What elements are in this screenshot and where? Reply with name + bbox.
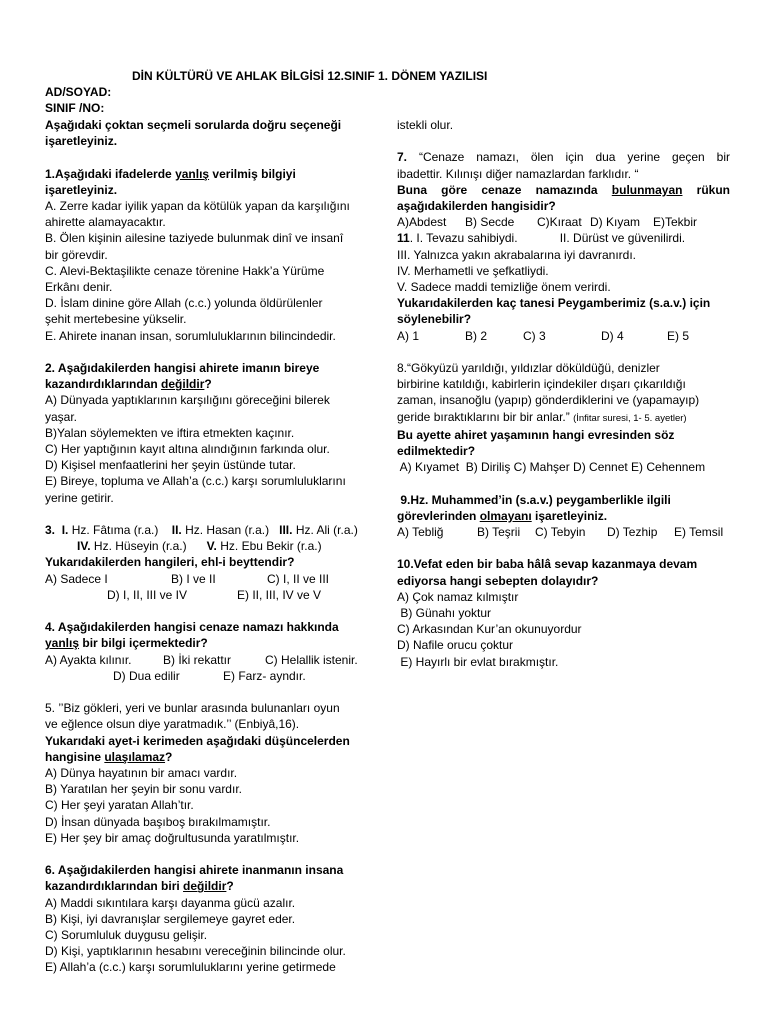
option-b-cont: bir görevdir. xyxy=(45,247,108,262)
question-stem: 6. Aşağıdakilerden hangisi ahirete inanmanın insana xyxy=(45,863,344,878)
option-d: D) Tezhip xyxy=(607,525,658,540)
q3-items-line1: 3. I. Hz. Fâtıma (r.a.) II. Hz. Hasan (r.a.) III. Hz. Ali (r.a.) xyxy=(45,523,358,538)
option-c: C) Arkasından Kur’an okunuyordur xyxy=(397,622,582,637)
option-b: B) Yaratılan her şeyin bir sonu vardır. xyxy=(45,782,242,797)
option-a: A) Dünya hayatının bir amacı vardır. xyxy=(45,766,238,781)
option-e: E) Her şey bir amaç doğrultusunda yaratılmıştır. xyxy=(45,830,300,845)
option-c: C) Her şeyi yaratan Allah’tır. xyxy=(45,798,194,813)
question-10 xyxy=(397,556,730,669)
question-5 xyxy=(45,700,370,846)
option-a-cont: yaşar. xyxy=(45,409,78,424)
option-b: B) Teşrii xyxy=(477,525,521,540)
question-stem-cont: yanlış bir bilgi içermektedir? xyxy=(45,636,208,651)
option-b: B) I ve II xyxy=(171,571,216,586)
question-quote-cont-2: birbirine katıldığı, kabirlerin içindekiler dışarı çıkarıldığı xyxy=(397,377,686,392)
question-quote: 8.“Gökyüzü yarıldığı, yıldızlar döküldüğü, denizler xyxy=(397,361,660,376)
option-d: D) I, II, III ve IV xyxy=(107,587,188,602)
option-a: A) Dünyada yaptıklarının karşılığını göreceğini bilerek xyxy=(45,393,330,408)
question-quote: 5. ’’Biz gökleri, yeri ve bunlar arasında bulunanları oyun xyxy=(45,701,340,716)
option-c: C. Alevi-Bektaşilikte cenaze törenine Hakk’a Yürüme xyxy=(45,263,325,278)
option-e: E) Farz- ayndır. xyxy=(223,668,306,683)
name-label: AD/SOYAD: xyxy=(45,85,112,99)
question-stem: 10.Vefat eden bir baba hâlâ sevap kazanmaya devam xyxy=(397,557,698,572)
question-4 xyxy=(45,619,370,684)
class-label: SINIF /NO: xyxy=(45,101,105,116)
question-stem: 9.Hz. Muhammed’in (s.a.v.) peygamberlikle ilgili xyxy=(397,492,671,507)
option-e-cont: istekli olur. xyxy=(397,118,454,132)
question-stem-cont: aşağıdakilerden hangisidir? xyxy=(397,199,556,213)
student-info xyxy=(45,84,111,116)
question-quote-cont: ibadettir. Kılınışı diğer namazlardan farklıdır. “ xyxy=(397,166,639,181)
option-d: D) Kişisel menfaatlerini her şeyin üstünde tutar. xyxy=(45,458,296,473)
question-2 xyxy=(45,360,370,506)
q3-items-line2: IV. Hz. Hüseyin (r.a.) V. Hz. Ebu Bekir (r.a.) xyxy=(77,539,322,554)
q11-items-line1: 11. I. Tevazu sahibiydi. II. Dürüst ve güvenilirdi. xyxy=(397,231,686,246)
q11-item-iii: III. Yalnızca yakın akrabalarına iyi davranırdı. xyxy=(397,247,637,262)
options-row-1 xyxy=(45,652,370,668)
option-c-cont: Erkânı denir. xyxy=(45,280,113,295)
option-a: A) Ayakta kılınır. xyxy=(45,652,132,667)
question-9 xyxy=(397,492,730,541)
question-11 xyxy=(397,230,730,343)
option-b: B) Kişi, iyi davranışlar sergilemeye gayret eder. xyxy=(45,911,296,926)
instruction: Aşağıdaki çoktan seçmeli sorularda doğru seçeneği işaretleyiniz. xyxy=(45,118,342,149)
question-quote-cont-4: geride bıraktıklarını bir bir anlar.” (İnfitar suresi, 1- 5. ayetler) xyxy=(397,409,687,424)
question-quote: 7. “Cenaze namazı, ölen için dua yerine geçen bir xyxy=(397,150,730,165)
option-d: D) Dua edilir xyxy=(113,668,180,683)
question-quote-cont-3: zaman, insanoğlu (yapıp) gönderdiklerini ve (yapamayıp) xyxy=(397,393,700,408)
question-8 xyxy=(397,360,730,475)
options-row-1 xyxy=(45,571,370,587)
option-d: D) Nafile orucu çoktur xyxy=(397,638,514,653)
options-row xyxy=(397,328,730,344)
option-a: A)Abdest xyxy=(397,215,447,230)
question-stem-cont: kazandırdıklarından değildir? xyxy=(45,377,212,392)
option-b: B) Secde xyxy=(465,215,515,230)
option-a: A) Maddi sıkıntılara karşı dayanma gücü azalır. xyxy=(45,895,296,910)
question-stem: 1.Aşağıdaki ifadelerde yanlış verilmiş bilgiyi işaretleyiniz. xyxy=(45,166,296,197)
option-c: C) Sorumluluk duygusu gelişir. xyxy=(45,928,208,943)
question-stem-cont: hangisine ulaşılamaz? xyxy=(45,749,173,764)
option-b: B) 2 xyxy=(465,328,488,343)
question-stem: 4. Aşağıdakilerden hangisi cenaze namazı hakkında xyxy=(45,620,339,635)
verse-reference: (İnfitar suresi, 1- 5. ayetler) xyxy=(573,412,687,424)
option-e: E) Bireye, topluma ve Allah’a (c.c.) karşı sorumluluklarını xyxy=(45,474,346,489)
option-e: E) 5 xyxy=(667,328,690,343)
option-a: A) 1 xyxy=(397,328,420,343)
option-e: E. Ahirete inanan insan, sorumluluklarının bilincindedir. xyxy=(45,328,336,343)
option-a: A) Tebliğ xyxy=(397,525,444,540)
option-c: C) 3 xyxy=(523,328,546,343)
question-stem: Yukarıdakilerden kaç tanesi Peygamberimiz (s.a.v.) için xyxy=(397,296,711,311)
option-b: B. Ölen kişinin ailesine taziyede bulunmak dinî ve insanî xyxy=(45,231,344,246)
option-a-cont: ahirette alamayacaktır. xyxy=(45,215,166,230)
question-stem: 2. Aşağıdakilerden hangisi ahirete imanın bireye xyxy=(45,361,320,376)
option-b: B) İki rekattır xyxy=(163,652,232,667)
option-a: A) Sadece I xyxy=(45,571,108,586)
option-e-cont: yerine getirir. xyxy=(45,490,114,505)
question-stem: Buna göre cenaze namazında bulunmayan rükun xyxy=(397,182,730,197)
question-stem-cont: kazandırdıklarından biri değildir? xyxy=(45,879,234,894)
q11-item-iv: IV. Merhametli ve şefkatliydi. xyxy=(397,263,549,278)
option-d: D) İnsan dünyada başıboş bırakılmamıştır. xyxy=(45,814,271,829)
options-row-2 xyxy=(45,668,370,684)
question-stem: Yukarıdaki ayet-i kerimeden aşağıdaki düşüncelerden xyxy=(45,733,350,748)
option-c: C) I, II ve III xyxy=(267,571,330,586)
option-d-cont: şehit mertebesine yükselir. xyxy=(45,312,187,327)
exam-title: DİN KÜLTÜRÜ VE AHLAK BİLGİSİ 12.SINIF 1. DÖNEM YAZILISI xyxy=(132,69,488,83)
option-c: C)Kıraat xyxy=(537,215,582,230)
option-a: A. Zerre kadar iyilik yapan da kötülük yapan da karşılığını xyxy=(45,199,350,213)
option-b: B)Yalan söylemekten ve iftira etmekten kaçınır. xyxy=(45,425,295,440)
option-e: E) II, III, IV ve V xyxy=(237,587,322,602)
option-e: E) Allah’a (c.c.) karşı sorumluluklarını yerine getirmede xyxy=(45,960,336,975)
right-column xyxy=(397,117,730,670)
question-6 xyxy=(45,862,370,975)
option-e: E) Temsil xyxy=(674,525,724,540)
left-column xyxy=(45,117,370,976)
question-quote-cont: ve eğlence olsun diye yaratmadık.’’ (Enbiyâ,16). xyxy=(45,717,300,732)
option-b: B) Günahı yoktur xyxy=(397,606,492,621)
options-row xyxy=(397,524,730,540)
option-d: D. İslam dinine göre Allah (c.c.) yolunda öldürülenler xyxy=(45,296,323,311)
question-3 xyxy=(45,522,370,603)
option-c: C) Her yaptığının kayıt altına alındığının farkında olur. xyxy=(45,442,330,457)
option-e: E)Tekbir xyxy=(653,215,698,230)
question-7 xyxy=(397,149,730,230)
option-d: D) Kişi, yaptıklarının hesabını vereceğinin bilincinde olur. xyxy=(45,944,346,959)
question-stem-cont: edilmektedir? xyxy=(397,444,476,459)
options-row: A) Kıyamet B) Diriliş C) Mahşer D) Cennet E) Cehennem xyxy=(397,460,706,475)
option-c: C) Helallik istenir. xyxy=(265,652,358,667)
question-stem: Bu ayette ahiret yaşamının hangi evresinden söz xyxy=(397,427,675,442)
option-e: E) Hayırlı bir evlat bırakmıştır. xyxy=(397,654,559,669)
question-stem-cont: söylenebilir? xyxy=(397,312,472,327)
option-a: A) Çok namaz kılmıştır xyxy=(397,589,519,604)
question-stem-cont: ediyorsa hangi sebepten dolayıdır? xyxy=(397,573,599,588)
question-stem-cont: görevlerinden olmayanı işaretleyiniz. xyxy=(397,508,608,523)
q11-item-v: V. Sadece maddi temizliğe önem verirdi. xyxy=(397,280,611,295)
options-row xyxy=(397,214,730,230)
question-1 xyxy=(45,166,370,344)
option-c: C) Tebyin xyxy=(535,525,586,540)
option-d: D) 4 xyxy=(601,328,624,343)
option-d: D) Kıyam xyxy=(590,215,641,230)
question-stem: Yukarıdakilerden hangileri, ehl-i beyttendir? xyxy=(45,555,295,570)
options-row-2 xyxy=(45,587,370,603)
